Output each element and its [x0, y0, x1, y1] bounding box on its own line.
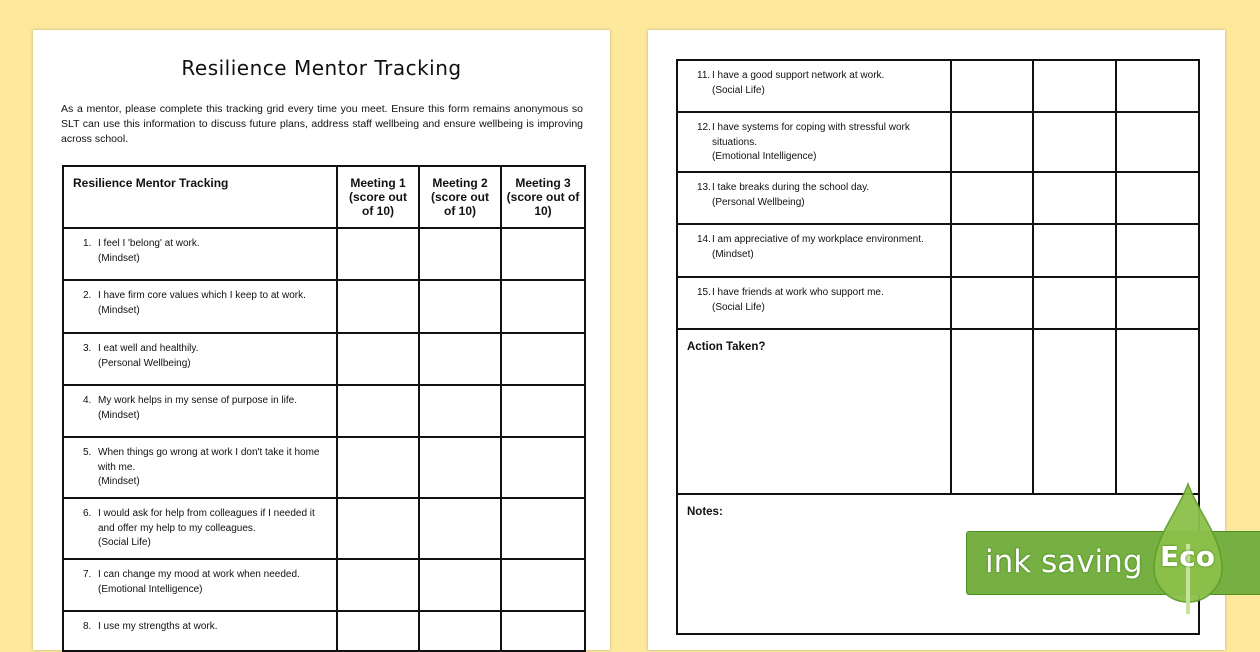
- item-category: (Personal Wellbeing): [712, 196, 805, 208]
- item-number: 13.: [697, 182, 711, 193]
- item-text: I am appreciative of my workplace environment.: [712, 234, 924, 245]
- statement-cell: [63, 611, 337, 651]
- score-cell-meeting-2[interactable]: [419, 559, 501, 611]
- table-row: [63, 333, 585, 385]
- item-category: (Mindset): [98, 304, 140, 316]
- eco-text: Eco: [1160, 540, 1215, 573]
- score-cell-meeting-3[interactable]: [501, 385, 585, 437]
- item-text: I have firm core values which I keep to at work.: [98, 290, 306, 301]
- item-category: (Mindset): [712, 248, 754, 260]
- statement-cell: [677, 60, 951, 112]
- score-cell-meeting-1[interactable]: [337, 228, 419, 280]
- table-row: [63, 559, 585, 611]
- score-cell-meeting-1[interactable]: [337, 498, 419, 559]
- table-row: [63, 498, 585, 559]
- item-text: I can change my mood at work when needed.: [98, 569, 300, 580]
- score-cell-meeting-3[interactable]: [501, 611, 585, 651]
- item-number: 4.: [83, 395, 92, 406]
- table-row: [63, 280, 585, 333]
- score-cell-meeting-3[interactable]: [501, 498, 585, 559]
- action-cell[interactable]: [1033, 329, 1116, 494]
- score-cell-meeting-2[interactable]: [1033, 112, 1116, 172]
- table-row: [63, 611, 585, 651]
- item-number: 1.: [83, 238, 92, 249]
- score-cell-meeting-3[interactable]: [1116, 60, 1199, 112]
- statement-cell: [63, 559, 337, 611]
- score-cell-meeting-1[interactable]: [337, 333, 419, 385]
- score-cell-meeting-2[interactable]: [419, 437, 501, 498]
- item-number: 3.: [83, 343, 92, 354]
- table-row: [677, 172, 1199, 224]
- header-meeting-3: Meeting 3 (score out of 10): [501, 166, 585, 228]
- header-meeting-1: Meeting 1 (score out of 10): [337, 166, 419, 228]
- header-meeting-2: Meeting 2 (score out of 10): [419, 166, 501, 228]
- item-category: (Emotional Intelligence): [98, 583, 203, 595]
- score-cell-meeting-2[interactable]: [1033, 60, 1116, 112]
- score-cell-meeting-2[interactable]: [1033, 172, 1116, 224]
- score-cell-meeting-1[interactable]: [951, 112, 1033, 172]
- table-row: [63, 437, 585, 498]
- action-cell[interactable]: [1116, 329, 1199, 494]
- statement-cell: [63, 437, 337, 498]
- score-cell-meeting-1[interactable]: [337, 611, 419, 651]
- item-category: (Mindset): [98, 476, 140, 487]
- item-text: When things go wrong at work I don't take it home with me.: [98, 447, 320, 473]
- score-cell-meeting-1[interactable]: [337, 280, 419, 333]
- item-number: 6.: [83, 508, 92, 519]
- item-number: 2.: [83, 290, 92, 301]
- table-row: [677, 224, 1199, 277]
- score-cell-meeting-2[interactable]: [419, 333, 501, 385]
- page-title: Resilience Mentor Tracking: [181, 56, 462, 80]
- table-row: [63, 228, 585, 280]
- item-number: 14.: [697, 234, 711, 245]
- score-cell-meeting-1[interactable]: [951, 277, 1033, 329]
- score-cell-meeting-2[interactable]: [419, 228, 501, 280]
- item-text: My work helps in my sense of purpose in life.: [98, 395, 297, 406]
- statement-cell: [677, 277, 951, 329]
- table-row: [677, 112, 1199, 172]
- score-cell-meeting-3[interactable]: [1116, 112, 1199, 172]
- item-category: (Personal Wellbeing): [98, 357, 191, 369]
- score-cell-meeting-1[interactable]: [951, 172, 1033, 224]
- statement-cell: [677, 224, 951, 277]
- statement-cell: [677, 172, 951, 224]
- item-number: 12.: [697, 122, 711, 133]
- item-text: I have a good support network at work.: [712, 70, 885, 81]
- item-text: I take breaks during the school day.: [712, 182, 870, 193]
- item-number: 11.: [697, 70, 711, 81]
- item-text: I have friends at work who support me.: [712, 287, 884, 298]
- item-text: I would ask for help from colleagues if I needed it and offer my help to my colleagues.: [98, 508, 315, 534]
- score-cell-meeting-3[interactable]: [501, 437, 585, 498]
- score-cell-meeting-2[interactable]: [1033, 277, 1116, 329]
- item-category: (Mindset): [98, 252, 140, 264]
- statement-cell: [63, 498, 337, 559]
- table-row: [677, 277, 1199, 329]
- statement-cell: [63, 385, 337, 437]
- intro-text: As a mentor, please complete this tracking grid every time you meet. Ensure this form remains anonymous so SLT can use this information to discuss future plans, address staff wellbeing and ensure wellbeing is improving across school.: [61, 103, 583, 145]
- table-row: [677, 60, 1199, 112]
- score-cell-meeting-1[interactable]: [951, 224, 1033, 277]
- score-cell-meeting-3[interactable]: [501, 559, 585, 611]
- score-cell-meeting-3[interactable]: [1116, 172, 1199, 224]
- statement-cell: [63, 280, 337, 333]
- item-text: I eat well and healthily.: [98, 343, 199, 354]
- item-number: 7.: [83, 569, 92, 580]
- score-cell-meeting-2[interactable]: [419, 385, 501, 437]
- score-cell-meeting-1[interactable]: [337, 437, 419, 498]
- item-category: (Mindset): [98, 409, 140, 421]
- score-cell-meeting-1[interactable]: [951, 60, 1033, 112]
- item-number: 5.: [83, 447, 92, 458]
- score-cell-meeting-2[interactable]: [1033, 224, 1116, 277]
- score-cell-meeting-2[interactable]: [419, 611, 501, 651]
- score-cell-meeting-3[interactable]: [501, 228, 585, 280]
- score-cell-meeting-3[interactable]: [1116, 277, 1199, 329]
- table-row: [63, 385, 585, 437]
- item-text: I feel I 'belong' at work.: [98, 238, 200, 249]
- item-category: (Social Life): [712, 301, 765, 313]
- notes-label: Notes:: [677, 494, 1199, 634]
- item-category: (Emotional Intelligence): [712, 151, 817, 162]
- score-cell-meeting-2[interactable]: [419, 280, 501, 333]
- score-cell-meeting-3[interactable]: [1116, 224, 1199, 277]
- tracking-table: [62, 165, 586, 652]
- statement-cell: [63, 333, 337, 385]
- action-taken-label: Action Taken?: [677, 329, 951, 494]
- item-number: 8.: [83, 621, 92, 632]
- worksheet-page-1: [33, 30, 610, 650]
- score-cell-meeting-2[interactable]: [419, 498, 501, 559]
- item-number: 15.: [697, 287, 711, 298]
- action-cell[interactable]: [951, 329, 1033, 494]
- header-statement: Resilience Mentor Tracking: [63, 166, 337, 228]
- item-category: (Social Life): [98, 537, 151, 548]
- item-text: I use my strengths at work.: [98, 621, 218, 632]
- statement-cell: [677, 112, 951, 172]
- score-cell-meeting-1[interactable]: [337, 385, 419, 437]
- score-cell-meeting-3[interactable]: [501, 333, 585, 385]
- ink-saving-text: ink saving: [985, 544, 1143, 580]
- item-text: I have systems for coping with stressful work situations.: [712, 122, 910, 148]
- score-cell-meeting-1[interactable]: [337, 559, 419, 611]
- statement-cell: [63, 228, 337, 280]
- score-cell-meeting-3[interactable]: [501, 280, 585, 333]
- item-category: (Social Life): [712, 84, 765, 96]
